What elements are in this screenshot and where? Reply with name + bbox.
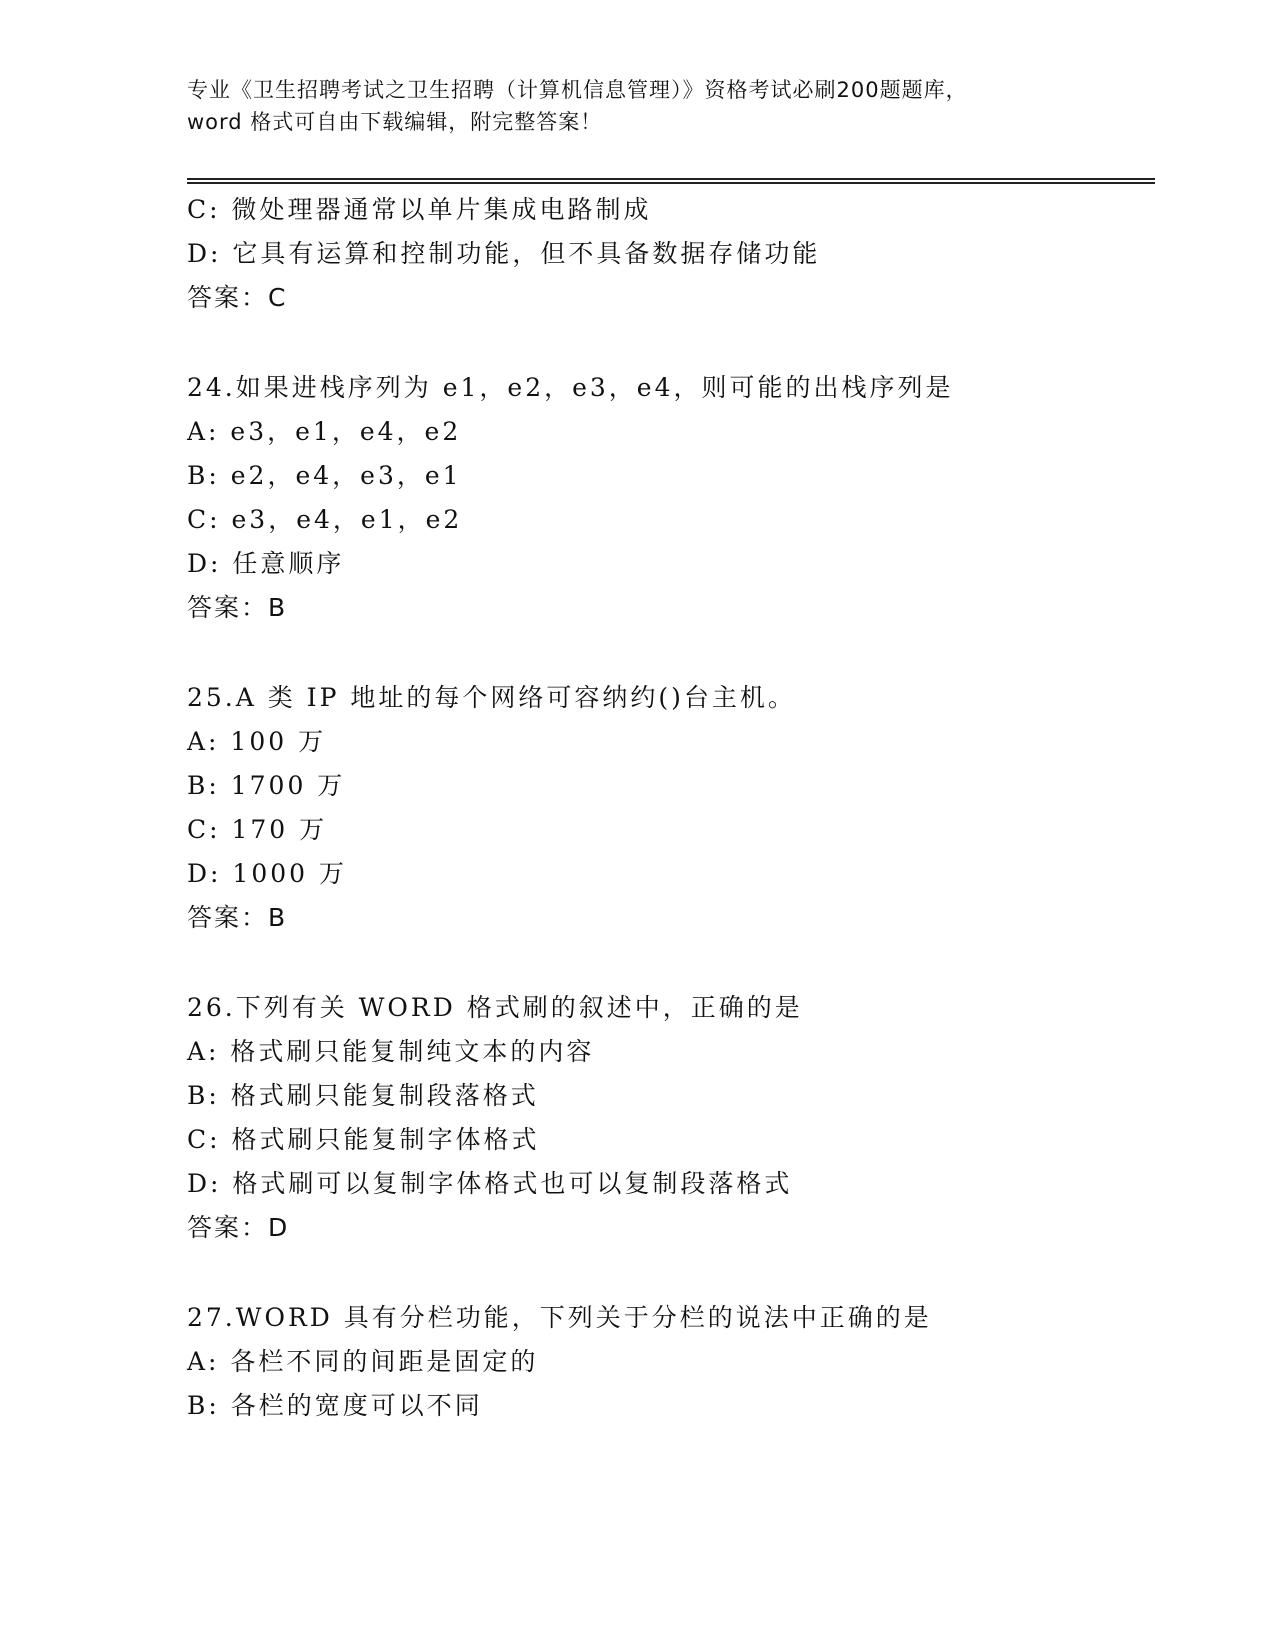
q26-answer: 答案：D: [187, 1213, 290, 1242]
q24-option-a: A: e3，e1，e4，e2: [187, 417, 462, 446]
header-title-line2: word 格式可自由下载编辑，附完整答案！: [187, 110, 603, 134]
document-header: [187, 74, 1087, 138]
q24-option-d: D: 任意顺序: [187, 549, 345, 578]
q26-option-c: C: 格式刷只能复制字体格式: [187, 1125, 540, 1154]
q26-option-d: D: 格式刷可以复制字体格式也可以复制段落格式: [187, 1169, 793, 1198]
q25-option-a: A: 100 万: [187, 727, 327, 756]
q24-answer: 答案：B: [187, 593, 288, 622]
q26-stem: 26.下列有关 WORD 格式刷的叙述中，正确的是: [187, 993, 803, 1022]
q25-answer: 答案：B: [187, 903, 288, 932]
q23-option-c: C: 微处理器通常以单片集成电路制成: [187, 195, 652, 224]
q23-answer: 答案：C: [187, 283, 288, 312]
q27-option-a: A: 各栏不同的间距是固定的: [187, 1347, 539, 1376]
header-divider: [187, 178, 1155, 184]
header-title-line1: 专业《卫生招聘考试之卫生招聘（计算机信息管理）》资格考试必刷200题题库，: [187, 78, 968, 102]
q25-option-c: C: 170 万: [187, 815, 328, 844]
q23-option-d: D: 它具有运算和控制功能，但不具备数据存储功能: [187, 239, 821, 268]
q24-option-c: C: e3，e4，e1，e2: [187, 505, 463, 534]
q25-option-b: B: 1700 万: [187, 771, 346, 800]
q24-stem: 24.如果进栈序列为 e1，e2，e3，e4，则可能的出栈序列是: [187, 373, 954, 402]
q24-option-b: B: e2，e4，e3，e1: [187, 461, 462, 490]
q25-stem: 25.A 类 IP 地址的每个网络可容纳约()台主机。: [187, 683, 796, 712]
q25-option-d: D: 1000 万: [187, 859, 347, 888]
q27-stem: 27.WORD 具有分栏功能，下列关于分栏的说法中正确的是: [187, 1303, 932, 1332]
q26-option-a: A: 格式刷只能复制纯文本的内容: [187, 1037, 595, 1066]
q27-option-b: B: 各栏的宽度可以不同: [187, 1391, 483, 1420]
q26-option-b: B: 格式刷只能复制段落格式: [187, 1081, 539, 1110]
